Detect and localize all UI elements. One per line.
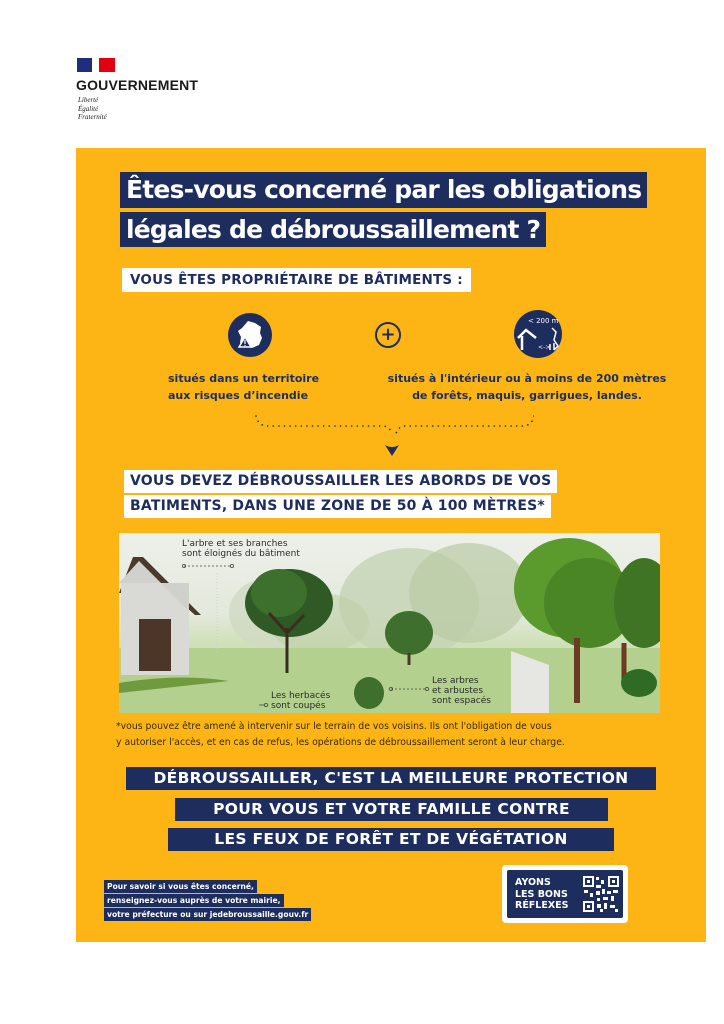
poster-title-line-1: Êtes-vous concerné par les obligations	[120, 172, 647, 208]
condition-1-line-1: situés dans un territoire	[168, 372, 320, 385]
label-tree-distance	[182, 539, 300, 559]
info-block	[104, 880, 311, 922]
info-line-2: renseignez-vous auprès de votre mairie,	[104, 894, 284, 907]
badge-line-2: LES BONS	[515, 888, 568, 900]
label-tree-distance-line-1: L'arbre et ses branches	[182, 539, 288, 549]
label-trees-spaced-line-3: sont espacés	[432, 696, 491, 706]
arrow-down-icon	[384, 443, 400, 457]
slogan-line-2: POUR VOUS ET VOTRE FAMILLE CONTRE	[175, 798, 608, 821]
label-trees-spaced	[432, 676, 491, 706]
motto-liberte: Liberté	[78, 96, 99, 104]
obligation-heading-line-1: VOUS DEVEZ DÉBROUSSAILLER LES ABORDS DE VOS	[124, 470, 557, 493]
house-forest-distance-icon	[514, 310, 562, 358]
section-heading-owners: VOUS ÊTES PROPRIÉTAIRE DE BÂTIMENTS :	[122, 268, 471, 292]
info-line-3: votre préfecture ou sur jedebroussaille.gouv.fr	[104, 908, 311, 921]
label-grass-cut	[271, 691, 330, 711]
label-grass-cut-line-2: sont coupés	[271, 701, 326, 711]
government-logo-text: GOUVERNEMENT	[76, 77, 199, 93]
clearing-illustration	[119, 533, 660, 713]
svg-text:< 200 m: < 200 m	[528, 317, 559, 325]
good-reflexes-badge	[502, 865, 628, 923]
motto-egalite: Égalité	[78, 104, 99, 113]
label-grass-cut-line-1: Les herbacés	[271, 691, 331, 701]
poster-title-line-2: légales de débroussaillement ?	[120, 212, 546, 247]
slogan-line-1: DÉBROUSSAILLER, C'EST LA MEILLEURE PROTECTION	[126, 767, 656, 790]
footnote-line-2: y autoriser l'accès, et en cas de refus, les opérations de débroussaillement seront à leur charge.	[116, 737, 565, 748]
label-trees-spaced-line-1: Les arbres	[432, 676, 479, 686]
label-trees-spaced-line-2: et arbustes	[432, 686, 484, 696]
obligation-heading-line-2: BATIMENTS, DANS UNE ZONE DE 50 À 100 MÈTRES*	[124, 495, 551, 518]
label-tree-distance-line-2: sont éloignés du bâtiment	[182, 549, 300, 559]
condition-1-line-2: aux risques d’incendie	[168, 389, 309, 402]
france-map-warning-icon	[228, 313, 272, 357]
badge-line-1: AYONS	[515, 877, 551, 888]
dotted-connector	[252, 412, 534, 442]
qr-code-icon[interactable]	[582, 875, 620, 913]
plus-circle-icon: +	[375, 322, 401, 348]
footnote	[116, 719, 716, 751]
slogan-line-3: LES FEUX DE FORÊT ET DE VÉGÉTATION	[168, 828, 614, 851]
french-flag-icon	[77, 58, 115, 72]
badge-text	[515, 877, 569, 912]
condition-2-line-2: de forêts, maquis, garrigues, landes.	[412, 389, 642, 402]
footnote-line-1: *vous pouvez être amené à intervenir sur le terrain de vos voisins. Ils ont l'obligation de vous	[116, 721, 552, 732]
motto-fraternite: Fraternité	[78, 113, 107, 121]
svg-text:<->: <->	[538, 344, 551, 351]
badge-line-3: RÉFLEXES	[515, 900, 569, 911]
republic-motto	[78, 96, 107, 122]
info-line-1: Pour savoir si vous êtes concerné,	[104, 880, 257, 893]
condition-2-line-1: situés à l'intérieur ou à moins de 200 mètres	[387, 372, 667, 385]
condition-fire-risk-text	[168, 370, 338, 404]
condition-forest-proximity-text	[382, 370, 672, 404]
